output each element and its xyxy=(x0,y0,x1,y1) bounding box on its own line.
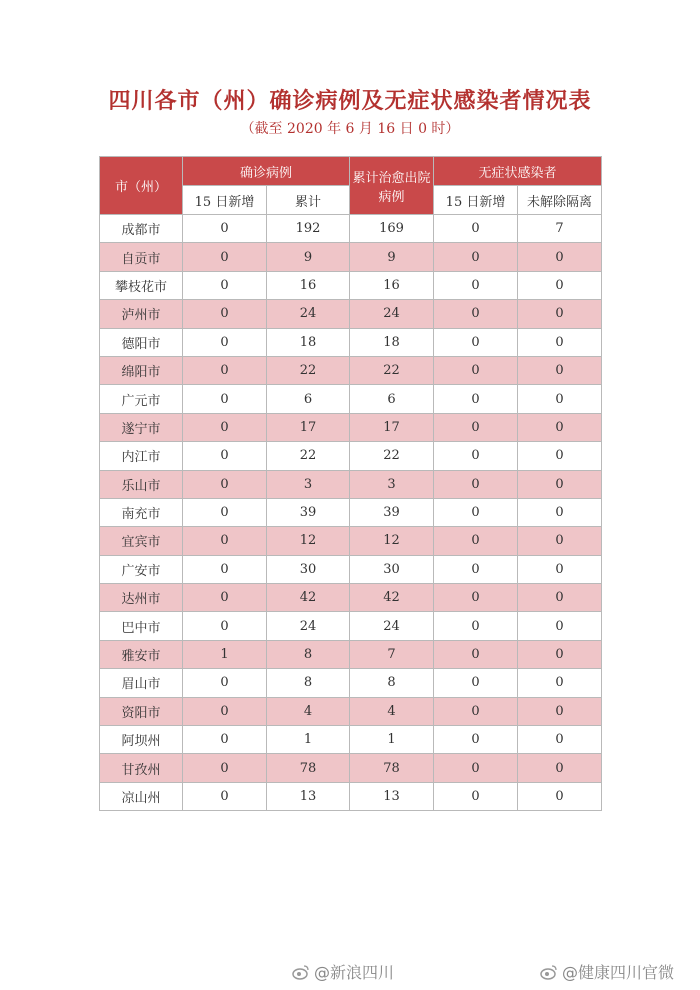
cell-asym-unreleased: 0 xyxy=(518,300,602,328)
header-asymptomatic-group: 无症状感染者 xyxy=(434,157,602,186)
cell-asym-new: 0 xyxy=(434,243,518,271)
cell-asym-new: 0 xyxy=(434,555,518,583)
table-row xyxy=(100,669,602,697)
weibo-icon xyxy=(540,964,558,980)
header-confirmed-new: 15 日新增 xyxy=(183,186,267,215)
cell-asym-new: 0 xyxy=(434,385,518,413)
table-row xyxy=(100,640,602,668)
cell-asym-new: 0 xyxy=(434,584,518,612)
cell-city: 资阳市 xyxy=(100,697,183,725)
table-row xyxy=(100,584,602,612)
table-row xyxy=(100,527,602,555)
cell-confirmed-new: 0 xyxy=(183,669,267,697)
cell-asym-unreleased: 0 xyxy=(518,413,602,441)
table-row xyxy=(100,243,602,271)
cell-confirmed-new: 0 xyxy=(183,243,267,271)
cell-confirmed-total: 8 xyxy=(267,640,350,668)
page-subtitle: （截至 2020 年 6 月 16 日 0 时） xyxy=(240,121,460,137)
cell-confirmed-new: 0 xyxy=(183,726,267,754)
cell-confirmed-total: 1 xyxy=(267,726,350,754)
weibo-icon xyxy=(292,964,310,980)
cell-asym-unreleased: 0 xyxy=(518,697,602,725)
cell-confirmed-new: 0 xyxy=(183,385,267,413)
cell-recovered: 16 xyxy=(350,271,434,299)
cell-confirmed-new: 0 xyxy=(183,697,267,725)
cell-asym-unreleased: 7 xyxy=(518,215,602,243)
table-row xyxy=(100,612,602,640)
cell-recovered: 18 xyxy=(350,328,434,356)
cell-confirmed-total: 192 xyxy=(267,215,350,243)
cell-confirmed-new: 0 xyxy=(183,527,267,555)
table-row xyxy=(100,498,602,526)
cell-confirmed-new: 0 xyxy=(183,300,267,328)
table-row xyxy=(100,328,602,356)
cell-city: 达州市 xyxy=(100,584,183,612)
cell-city: 乐山市 xyxy=(100,470,183,498)
cell-city: 遂宁市 xyxy=(100,413,183,441)
cell-confirmed-new: 0 xyxy=(183,782,267,810)
cell-confirmed-total: 18 xyxy=(267,328,350,356)
cell-confirmed-total: 6 xyxy=(267,385,350,413)
cell-confirmed-new: 0 xyxy=(183,215,267,243)
table-row xyxy=(100,271,602,299)
header-confirmed-group: 确诊病例 xyxy=(183,157,350,186)
cell-confirmed-new: 0 xyxy=(183,442,267,470)
cell-confirmed-total: 78 xyxy=(267,754,350,782)
cell-confirmed-total: 22 xyxy=(267,442,350,470)
cell-asym-new: 0 xyxy=(434,782,518,810)
cell-asym-new: 0 xyxy=(434,640,518,668)
cell-asym-new: 0 xyxy=(434,413,518,441)
table-row xyxy=(100,470,602,498)
cell-city: 广安市 xyxy=(100,555,183,583)
page-title: 四川各市（州）确诊病例及无症状感染者情况表 xyxy=(108,89,592,114)
cell-asym-new: 0 xyxy=(434,527,518,555)
cell-confirmed-total: 3 xyxy=(267,470,350,498)
cell-city: 眉山市 xyxy=(100,669,183,697)
cell-city: 成都市 xyxy=(100,215,183,243)
table-row xyxy=(100,754,602,782)
cell-confirmed-total: 16 xyxy=(267,271,350,299)
cell-asym-new: 0 xyxy=(434,726,518,754)
watermark-sina xyxy=(292,960,394,983)
cell-asym-unreleased: 0 xyxy=(518,555,602,583)
watermark-health xyxy=(540,960,674,983)
cell-city: 宜宾市 xyxy=(100,527,183,555)
cell-recovered: 9 xyxy=(350,243,434,271)
cell-recovered: 22 xyxy=(350,356,434,384)
cell-recovered: 24 xyxy=(350,612,434,640)
table-row xyxy=(100,726,602,754)
cell-asym-unreleased: 0 xyxy=(518,527,602,555)
cell-recovered: 24 xyxy=(350,300,434,328)
cell-confirmed-total: 4 xyxy=(267,697,350,725)
cell-confirmed-total: 12 xyxy=(267,527,350,555)
header-confirmed-total: 累计 xyxy=(267,186,350,215)
cell-confirmed-new: 0 xyxy=(183,470,267,498)
table-row xyxy=(100,300,602,328)
stats-table xyxy=(99,156,601,811)
cell-city: 南充市 xyxy=(100,498,183,526)
cell-recovered: 30 xyxy=(350,555,434,583)
cell-asym-unreleased: 0 xyxy=(518,328,602,356)
cell-city: 绵阳市 xyxy=(100,356,183,384)
cell-asym-new: 0 xyxy=(434,356,518,384)
cell-recovered: 22 xyxy=(350,442,434,470)
cell-city: 攀枝花市 xyxy=(100,271,183,299)
cell-asym-unreleased: 0 xyxy=(518,356,602,384)
cell-asym-new: 0 xyxy=(434,612,518,640)
cell-recovered: 17 xyxy=(350,413,434,441)
cell-confirmed-total: 24 xyxy=(267,612,350,640)
cell-confirmed-total: 42 xyxy=(267,584,350,612)
cell-asym-unreleased: 0 xyxy=(518,782,602,810)
cell-city: 德阳市 xyxy=(100,328,183,356)
cell-asym-new: 0 xyxy=(434,470,518,498)
table-row xyxy=(100,356,602,384)
cell-asym-unreleased: 0 xyxy=(518,442,602,470)
cell-asym-new: 0 xyxy=(434,498,518,526)
cell-confirmed-new: 0 xyxy=(183,271,267,299)
table-row xyxy=(100,442,602,470)
cell-confirmed-total: 13 xyxy=(267,782,350,810)
cell-confirmed-total: 17 xyxy=(267,413,350,441)
cell-asym-unreleased: 0 xyxy=(518,584,602,612)
cell-asym-new: 0 xyxy=(434,300,518,328)
cell-recovered: 1 xyxy=(350,726,434,754)
cell-recovered: 4 xyxy=(350,697,434,725)
table-row xyxy=(100,385,602,413)
cell-recovered: 3 xyxy=(350,470,434,498)
header-city: 市（州） xyxy=(100,157,183,215)
watermark-text: @新浪四川 xyxy=(314,963,395,982)
cell-confirmed-new: 0 xyxy=(183,754,267,782)
cell-asym-unreleased: 0 xyxy=(518,243,602,271)
cell-asym-unreleased: 0 xyxy=(518,612,602,640)
cell-asym-new: 0 xyxy=(434,442,518,470)
cell-city: 内江市 xyxy=(100,442,183,470)
cell-city: 巴中市 xyxy=(100,612,183,640)
cell-recovered: 169 xyxy=(350,215,434,243)
cell-confirmed-new: 0 xyxy=(183,584,267,612)
header-asym-new: 15 日新增 xyxy=(434,186,518,215)
cell-asym-unreleased: 0 xyxy=(518,498,602,526)
cell-asym-unreleased: 0 xyxy=(518,271,602,299)
cell-recovered: 12 xyxy=(350,527,434,555)
cell-asym-new: 0 xyxy=(434,271,518,299)
cell-recovered: 78 xyxy=(350,754,434,782)
cell-recovered: 6 xyxy=(350,385,434,413)
header-recovered: 累计治愈出院病例 xyxy=(350,157,434,215)
cell-city: 阿坝州 xyxy=(100,726,183,754)
cell-confirmed-total: 39 xyxy=(267,498,350,526)
cell-recovered: 8 xyxy=(350,669,434,697)
table-row xyxy=(100,555,602,583)
cell-asym-unreleased: 0 xyxy=(518,726,602,754)
table-row xyxy=(100,413,602,441)
cell-asym-new: 0 xyxy=(434,669,518,697)
cell-confirmed-new: 1 xyxy=(183,640,267,668)
table-row xyxy=(100,782,602,810)
cell-recovered: 39 xyxy=(350,498,434,526)
cell-confirmed-new: 0 xyxy=(183,328,267,356)
cell-city: 自贡市 xyxy=(100,243,183,271)
cell-city: 广元市 xyxy=(100,385,183,413)
cell-confirmed-new: 0 xyxy=(183,555,267,583)
cell-asym-unreleased: 0 xyxy=(518,669,602,697)
cell-confirmed-total: 8 xyxy=(267,669,350,697)
cell-confirmed-total: 24 xyxy=(267,300,350,328)
cell-recovered: 13 xyxy=(350,782,434,810)
cell-asym-new: 0 xyxy=(434,754,518,782)
cell-asym-new: 0 xyxy=(434,697,518,725)
cell-asym-unreleased: 0 xyxy=(518,385,602,413)
cell-asym-unreleased: 0 xyxy=(518,470,602,498)
cell-city: 凉山州 xyxy=(100,782,183,810)
cell-recovered: 42 xyxy=(350,584,434,612)
cell-confirmed-total: 22 xyxy=(267,356,350,384)
cell-city: 甘孜州 xyxy=(100,754,183,782)
cell-asym-new: 0 xyxy=(434,215,518,243)
cell-confirmed-total: 9 xyxy=(267,243,350,271)
cell-city: 泸州市 xyxy=(100,300,183,328)
cell-confirmed-new: 0 xyxy=(183,498,267,526)
cell-confirmed-new: 0 xyxy=(183,612,267,640)
table-row xyxy=(100,215,602,243)
table-row xyxy=(100,697,602,725)
cell-asym-unreleased: 0 xyxy=(518,640,602,668)
header-asym-unreleased: 未解除隔离 xyxy=(518,186,602,215)
cell-confirmed-new: 0 xyxy=(183,356,267,384)
cell-confirmed-new: 0 xyxy=(183,413,267,441)
cell-asym-new: 0 xyxy=(434,328,518,356)
cell-confirmed-total: 30 xyxy=(267,555,350,583)
watermark-text: @健康四川官微 xyxy=(562,963,675,982)
cell-recovered: 7 xyxy=(350,640,434,668)
cell-asym-unreleased: 0 xyxy=(518,754,602,782)
cell-city: 雅安市 xyxy=(100,640,183,668)
